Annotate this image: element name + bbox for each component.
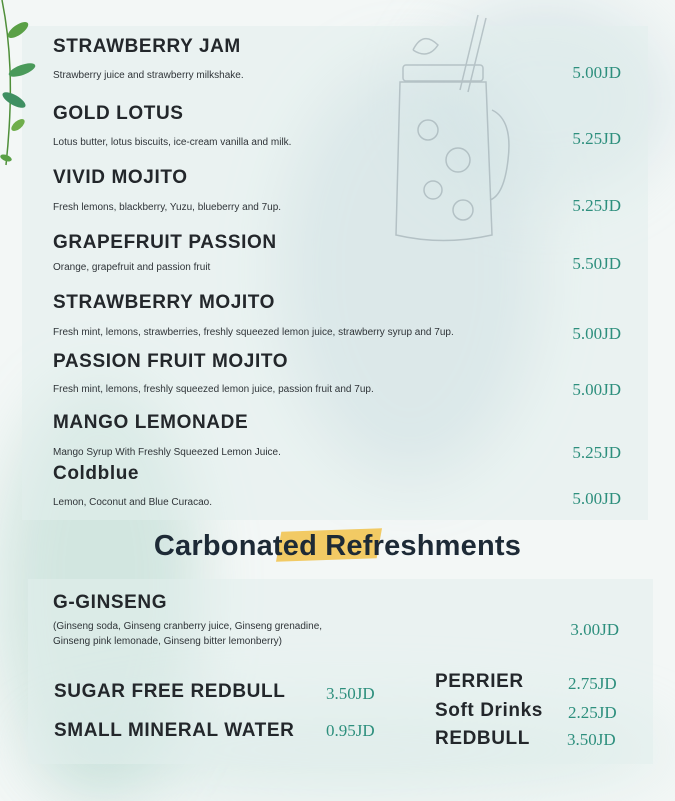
- item-name: STRAWBERRY JAM: [53, 36, 241, 57]
- menu-item: [53, 463, 623, 513]
- menu-item: [53, 292, 623, 342]
- menu-item: [53, 167, 623, 217]
- item-price: 5.25JD: [572, 196, 621, 215]
- item-name: PASSION FRUIT MOJITO: [53, 351, 289, 372]
- item-price: 3.00JD: [570, 620, 619, 639]
- item-name: PERRIER: [435, 671, 524, 692]
- item-description: Fresh mint, lemons, strawberries, freshly squeezed lemon juice, strawberry syrup and 7up.: [53, 327, 454, 338]
- item-name: G-GINSENG: [53, 592, 168, 613]
- item-name: GRAPEFRUIT PASSION: [53, 232, 277, 253]
- item-name: STRAWBERRY MOJITO: [53, 292, 276, 313]
- menu-item: [53, 103, 623, 153]
- item-name: REDBULL: [435, 728, 530, 749]
- item-price: 0.95JD: [326, 721, 375, 740]
- item-description: Lemon, Coconut and Blue Curacao.: [53, 497, 212, 508]
- item-price: 5.00JD: [572, 489, 621, 508]
- item-description-line: Ginseng pink lemonade, Ginseng bitter lemonberry): [53, 636, 283, 647]
- item-description: Mango Syrup With Freshly Squeezed Lemon Juice.: [53, 447, 281, 458]
- item-price: 2.25JD: [568, 703, 617, 722]
- item-name: MANGO LEMONADE: [53, 412, 249, 433]
- item-description: Fresh lemons, blackberry, Yuzu, blueberry and 7up.: [53, 202, 282, 213]
- item-name: Soft Drinks: [435, 700, 543, 721]
- menu-item: [53, 592, 623, 652]
- item-name: SUGAR FREE REDBULL: [54, 681, 286, 702]
- item-price: 2.75JD: [568, 674, 617, 693]
- menu-item: [53, 36, 623, 86]
- item-price: 5.00JD: [572, 324, 621, 343]
- item-price: 5.25JD: [572, 443, 621, 462]
- item-description: Strawberry juice and strawberry milkshake.: [53, 70, 244, 81]
- item-description-line: (Ginseng soda, Ginseng cranberry juice, Ginseng grenadine,: [53, 621, 323, 632]
- menu-item: [53, 232, 623, 282]
- item-description: Fresh mint, lemons, freshly squeezed lemon juice, passion fruit and 7up.: [53, 384, 374, 395]
- section-title: Carbonated Refreshments: [153, 530, 522, 562]
- item-description: Orange, grapefruit and passion fruit: [53, 262, 211, 273]
- item-name: VIVID MOJITO: [53, 167, 188, 188]
- item-price: 5.00JD: [572, 63, 621, 82]
- item-description: Lotus butter, lotus biscuits, ice-cream vanilla and milk.: [53, 137, 292, 148]
- menu-item: [53, 351, 623, 401]
- menu-item: [53, 412, 623, 462]
- item-name: Coldblue: [53, 463, 140, 484]
- leaf-branch-icon: [0, 0, 42, 170]
- item-name: GOLD LOTUS: [53, 103, 184, 124]
- item-price: 5.25JD: [572, 129, 621, 148]
- item-price: 3.50JD: [326, 684, 375, 703]
- item-price: 5.00JD: [572, 380, 621, 399]
- item-price: 5.50JD: [572, 254, 621, 273]
- item-price: 3.50JD: [567, 730, 616, 749]
- item-name: SMALL MINERAL WATER: [54, 720, 295, 741]
